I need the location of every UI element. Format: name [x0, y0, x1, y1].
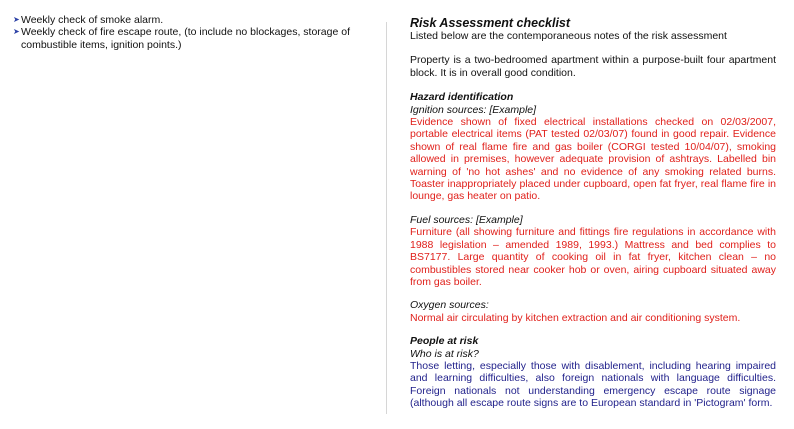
list-item	[14, 14, 376, 26]
page-title: Risk Assessment checklist	[410, 16, 571, 30]
fuel-text: Furniture (all showing furniture and fittings fire regulations in accordance with 1988 legislation – amended 1989, 1993.) Mattress and bed complies to BS7177. Large quantity of cooking oil in fat fryer, kitchen clean – no combustibles stored near cooker hob or oven, airing cupboard situated away from gas boiler.	[410, 226, 776, 288]
right-column	[410, 16, 776, 410]
people-question: Who is at risk?	[410, 347, 479, 360]
ignition-label: Ignition sources: [Example]	[410, 103, 537, 116]
bullet-list	[14, 14, 376, 51]
oxygen-text: Normal air circulating by kitchen extraction and air conditioning system.	[410, 311, 741, 324]
fuel-label: Fuel sources: [Example]	[410, 213, 523, 226]
ignition-text: Evidence shown of fixed electrical installations checked on 02/03/2007, portable electrical items (PAT tested 02/03/07) found in good repair. Evidence shown of real flame fire and gas boiler (CORGI tested 10/04/07), smoking allowed in premises, however adequate provision of ashtrays. Labelled bin warning of 'no hot ashes' and no evidence of any smoking related burns. Toaster inappropriately placed under cupboard, open fat fryer, real flame fire in lounge, gas heater on patio.	[410, 116, 776, 203]
property-text: Property is a two-bedroomed apartment within a purpose-built four apartment block. It is in overall good condition.	[410, 54, 776, 79]
column-divider	[386, 22, 387, 414]
list-item	[14, 26, 376, 51]
chevron-right-icon: ➤	[13, 27, 20, 37]
hazard-heading: Hazard identification	[410, 91, 514, 104]
bullet-text: Weekly check of fire escape route, (to include no blockages, storage of combustible items, ignition points.)	[21, 26, 350, 51]
people-text: Those letting, especially those with disablement, including hearing impaired and learning difficulties, also foreign nationals with language difficulties. Foreign nationals not understanding emergency escape route signage (although all escape route signs are to European standard in 'Pictogram' form.	[410, 359, 776, 410]
intro-text: Listed below are the contemporaneous notes of the risk assessment	[410, 30, 727, 42]
people-heading: People at risk	[410, 335, 479, 348]
bullet-text: Weekly check of smoke alarm.	[21, 14, 164, 26]
oxygen-label: Oxygen sources:	[410, 299, 489, 312]
left-column	[14, 14, 376, 51]
chevron-right-icon: ➤	[13, 15, 20, 24]
